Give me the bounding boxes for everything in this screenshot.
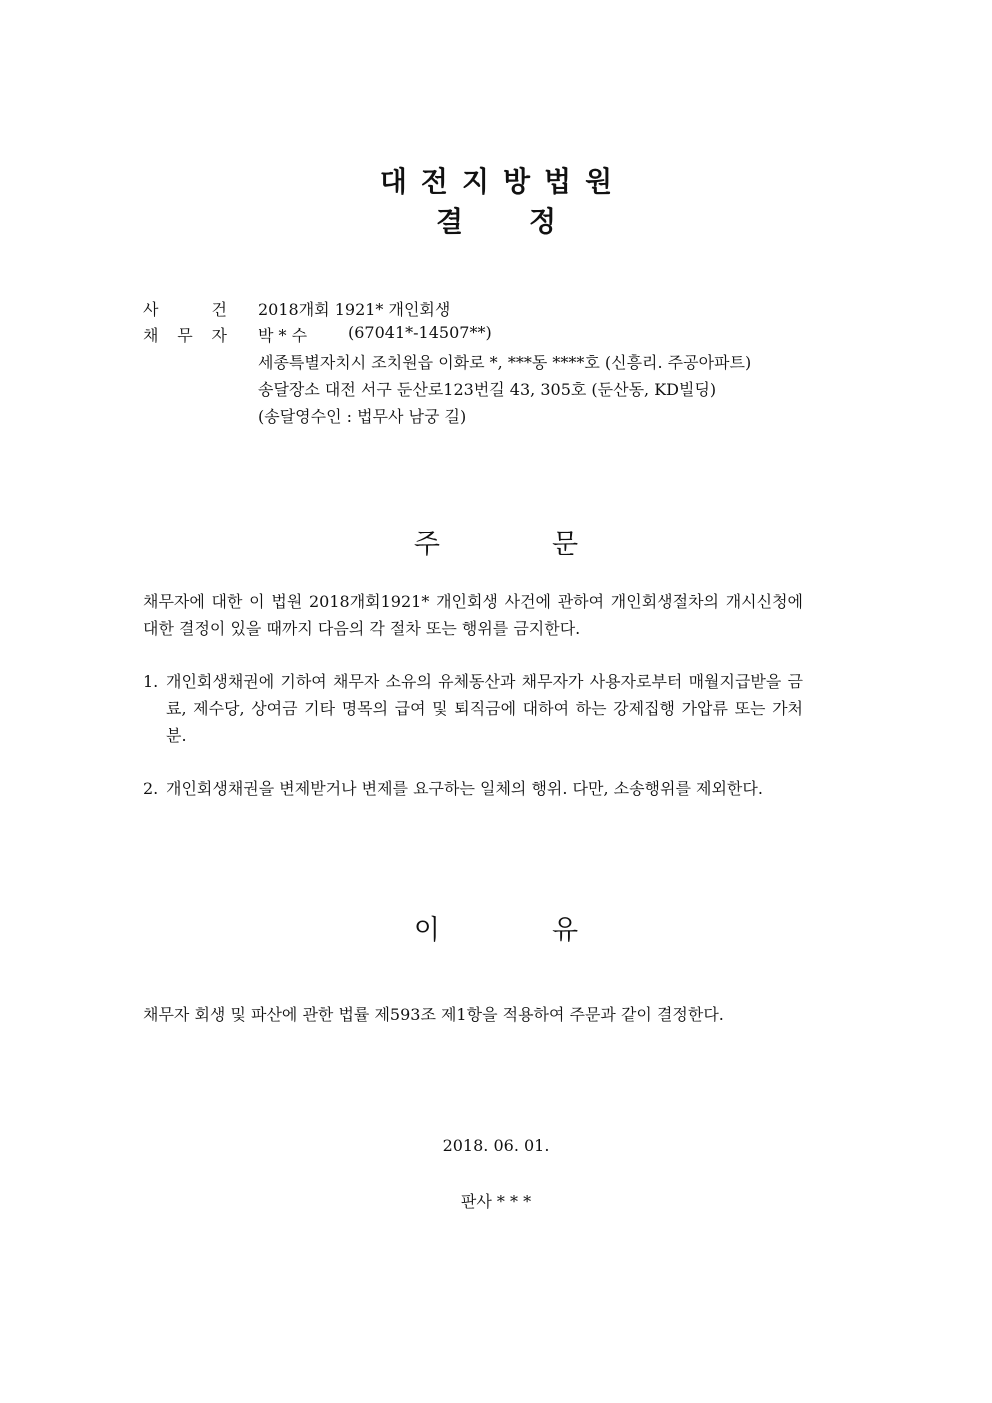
debtor-label <box>143 323 227 346</box>
case-label-char: 사 <box>143 300 159 319</box>
debtor-id-number: (67041*-14507**) <box>348 323 492 342</box>
court-name: 대전지방법원 <box>379 165 627 198</box>
debtor-name: 박 * 수 <box>258 326 308 345</box>
debtor-label-char: 채 <box>143 326 159 345</box>
reason-title-char: 이 <box>413 915 440 946</box>
order-title-char: 주 <box>413 529 440 560</box>
debtor-address: 세종특별자치시 조치원읍 이화로 *, ***동 ****호 (신흥리. 주공아파트) <box>258 353 752 372</box>
order-item-text: 개인회생채권에 기하여 채무자 소유의 유체동산과 채무자가 사용자로부터 매월지급받을 금료, 제수당, 상여금 기타 명목의 급여 및 퇴직금에 대하여 하는 강제집행 가압류 또는 가처분. <box>166 672 803 745</box>
order-item-text: 개인회생채권을 변제받거나 변제를 요구하는 일체의 행위. 다만, 소송행위를 제외한다. <box>166 779 763 798</box>
order-intro-paragraph: 채무자에 대한 이 법원 2018개회1921* 개인회생 사건에 관하여 개인회생절차의 개시신청에 대한 결정이 있을 때까지 다음의 각 절차 또는 행위를 금지한다. <box>143 592 803 638</box>
reason-section-title <box>0 908 992 947</box>
order-item-number: 1. <box>143 672 159 691</box>
judge-signature: 판사 * * * <box>460 1192 532 1211</box>
case-label-char: 건 <box>211 300 227 319</box>
service-address: 송달장소 대전 서구 둔산로123번길 43, 305호 (둔산동, KD빌딩) <box>258 380 717 399</box>
debtor-label-char: 무 <box>177 326 193 345</box>
order-item-number: 2. <box>143 779 159 798</box>
debtor-label-char: 자 <box>211 326 227 345</box>
order-item <box>143 668 803 749</box>
order-item <box>143 775 803 802</box>
decision-date: 2018. 06. 01. <box>442 1136 550 1155</box>
order-section-title <box>0 522 992 561</box>
order-title-char: 문 <box>552 529 579 560</box>
doc-type-char: 결 <box>435 205 529 238</box>
reason-paragraph: 채무자 회생 및 파산에 관한 법률 제593조 제1항을 적용하여 주문과 같이 결정한다. <box>143 1005 724 1024</box>
reason-title-char: 유 <box>552 915 579 946</box>
case-label <box>143 297 227 320</box>
case-number: 2018개회 1921* 개인회생 <box>258 300 451 319</box>
service-receiver: (송달영수인 : 법무사 남궁 길) <box>258 407 467 426</box>
doc-type-char: 정 <box>529 205 623 238</box>
document-type-title <box>0 200 992 240</box>
